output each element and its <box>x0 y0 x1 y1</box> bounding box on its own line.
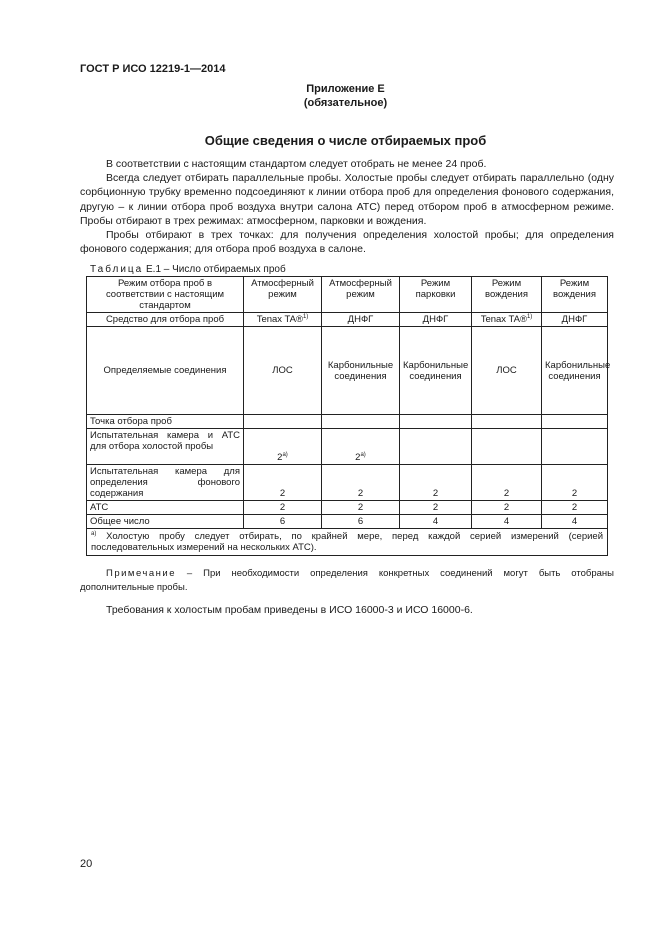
header-total: Общее число <box>87 515 244 529</box>
mode-cell: Атмосферный режим <box>322 277 400 313</box>
means-cell: ДНФГ <box>400 313 472 327</box>
note-label: Примечание <box>106 568 176 579</box>
appendix-status: (обязательное) <box>303 97 388 109</box>
table-row-sampling-point <box>87 415 608 429</box>
header-background: Испытательная камера для определения фонового содержания <box>87 465 244 501</box>
paragraph-1: В соответствии с настоящим стандартом следует отобрать не менее 24 проб. <box>106 158 487 170</box>
total-cell: 6 <box>244 515 322 529</box>
table-row-ats <box>87 501 608 515</box>
table-row-footnote <box>87 529 608 556</box>
table-row-compounds <box>87 327 608 415</box>
section-title: Общие сведения о числе отбираемых проб <box>204 133 487 148</box>
header-ats: АТС <box>87 501 244 515</box>
means-cell: ДНФГ <box>322 313 400 327</box>
header-mode: Режим отбора проб в соответствии с настоящим стандартом <box>87 277 244 313</box>
total-cell: 4 <box>542 515 608 529</box>
total-cell: 4 <box>400 515 472 529</box>
background-cell: 2 <box>472 465 542 501</box>
mode-cell: Режим вождения <box>542 277 608 313</box>
note <box>80 567 614 595</box>
header-compounds: Определяемые соединения <box>87 327 244 415</box>
document-code: ГОСТ Р ИСО 12219-1—2014 <box>80 63 226 75</box>
compound-cell: ЛОС <box>244 327 322 415</box>
mode-cell: Атмосферный режим <box>244 277 322 313</box>
table-row-means <box>87 313 608 327</box>
body-text <box>80 157 614 256</box>
blank-cell <box>400 429 472 465</box>
ats-cell: 2 <box>322 501 400 515</box>
paragraph-2: Всегда следует отбирать параллельные пробы. Холостые пробы следует отбирать параллельно (одну сорбционную трубку временно подсоединяют к линии отбора проб для определения фонового содержания, другую – к линии отбора проб воздуха внутри салона АТС) перед отбором проб в атмосферном режиме. Пробы отбирают в трех режимах: атмосферном, парковки и вождения. <box>80 172 614 227</box>
table-caption-prefix: Таблица <box>90 264 144 275</box>
blank-cell: 2$^{a)}$ <box>244 429 322 465</box>
compound-cell: Карбонильные соединения <box>400 327 472 415</box>
table-caption-rest: Е.1 – Число отбираемых проб <box>143 264 286 275</box>
background-cell: 2 <box>400 465 472 501</box>
requirements-text: Требования к холостым пробам приведены в ИСО 16000-3 и ИСО 16000-6. <box>106 604 473 616</box>
header-blank: Испытательная камера и АТС для отбора холостой пробы <box>87 429 244 465</box>
total-cell: 4 <box>472 515 542 529</box>
paragraph-3: Пробы отбирают в трех точках: для получения определения холостой пробы; для определения фонового содержания; для отбора проб воздуха в салоне. <box>80 229 614 256</box>
ats-cell: 2 <box>542 501 608 515</box>
ats-cell: 2 <box>472 501 542 515</box>
ats-cell: 2 <box>400 501 472 515</box>
mode-cell: Режим вождения <box>472 277 542 313</box>
note-text: – При необходимости определения конкретных соединений могут быть отобраны дополнительные пробы. <box>80 568 614 593</box>
table-row-background <box>87 465 608 501</box>
compound-cell: Карбонильные соединения <box>322 327 400 415</box>
page-number: 20 <box>80 858 93 870</box>
header-sampling-point: Точка отбора проб <box>87 415 244 429</box>
table-row-mode <box>87 277 608 313</box>
blank-cell <box>472 429 542 465</box>
table-row-total <box>87 515 608 529</box>
ats-cell: 2 <box>244 501 322 515</box>
blank-cell <box>542 429 608 465</box>
header-means: Средство для отбора проб <box>87 313 244 327</box>
table-footnote: $^{a)}$ Холостую пробу следует отбирать, по крайней мере, перед каждой серией измерений (серией последовательных измерений на нескольких АТС). <box>87 529 608 556</box>
means-cell: Tenax TA®$^{1)}$ <box>472 313 542 327</box>
blank-cell: 2$^{a)}$ <box>322 429 400 465</box>
table-caption <box>90 264 286 275</box>
background-cell: 2 <box>542 465 608 501</box>
table-row-blank <box>87 429 608 465</box>
compound-cell: Карбонильные соединения <box>542 327 608 415</box>
means-cell: Tenax TA®$^{1)}$ <box>244 313 322 327</box>
background-cell: 2 <box>244 465 322 501</box>
total-cell: 6 <box>322 515 400 529</box>
mode-cell: Режим парковки <box>400 277 472 313</box>
background-cell: 2 <box>322 465 400 501</box>
means-cell: ДНФГ <box>542 313 608 327</box>
compound-cell: ЛОС <box>472 327 542 415</box>
samples-table <box>86 276 611 556</box>
appendix-title: Приложение Е <box>306 83 385 95</box>
